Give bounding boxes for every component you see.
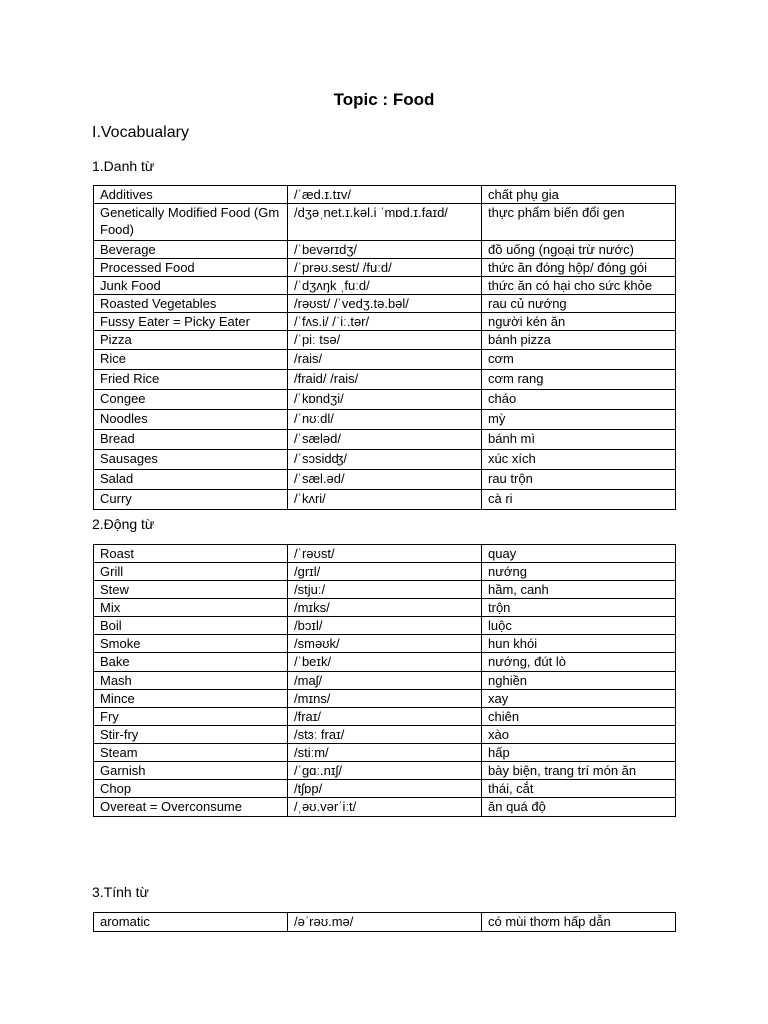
cell-ipa: /rəʊst/ /ˈvedʒ.tə.bəl/ (288, 295, 482, 313)
cell-meaning: bánh mì (482, 430, 676, 450)
cell-word: Processed Food (94, 259, 288, 277)
cell-meaning: thức ăn có hại cho sức khỏe (482, 277, 676, 295)
cell-ipa: /stjuː/ (288, 581, 482, 599)
cell-word: Mix (94, 599, 288, 617)
nouns-table (93, 185, 676, 510)
cell-ipa: /sməʊk/ (288, 635, 482, 653)
cell-ipa: /ˈdʒʌŋk ˌfuːd/ (288, 277, 482, 295)
cell-meaning: luộc (482, 617, 676, 635)
table-row (94, 726, 676, 744)
table-row (94, 370, 676, 390)
cell-ipa: /ˈsæl.əd/ (288, 470, 482, 490)
cell-meaning: thức ăn đóng hộp/ đóng gói (482, 259, 676, 277)
cell-meaning: nghiền (482, 672, 676, 690)
cell-word: Rice (94, 350, 288, 370)
cell-word: Fussy Eater = Picky Eater (94, 313, 288, 331)
cell-word: Stir-fry (94, 726, 288, 744)
table-row (94, 653, 676, 672)
cell-ipa: /ˈɡɑː.nɪʃ/ (288, 762, 482, 780)
verbs-heading: 2.Động từ (92, 516, 155, 532)
cell-word: Mince (94, 690, 288, 708)
table-row (94, 913, 676, 932)
cell-word: Smoke (94, 635, 288, 653)
table-row (94, 581, 676, 599)
table-row (94, 390, 676, 410)
cell-word: Roast (94, 545, 288, 563)
cell-meaning: hun khói (482, 635, 676, 653)
table-row (94, 599, 676, 617)
cell-word: Genetically Modified Food (Gm Food) (94, 204, 288, 241)
adjectives-heading: 3.Tính từ (92, 884, 149, 900)
table-row (94, 563, 676, 581)
cell-ipa: /rais/ (288, 350, 482, 370)
cell-word: Garnish (94, 762, 288, 780)
cell-ipa: /fraid/ /rais/ (288, 370, 482, 390)
cell-ipa: /əˈrəʊ.mə/ (288, 913, 482, 932)
cell-ipa: /maʃ/ (288, 672, 482, 690)
table-row (94, 798, 676, 817)
cell-ipa: /stɜː fraɪ/ (288, 726, 482, 744)
cell-word: Noodles (94, 410, 288, 430)
cell-word: Bake (94, 653, 288, 672)
cell-meaning: người kén ăn (482, 313, 676, 331)
cell-meaning: cà ri (482, 490, 676, 510)
table-row (94, 672, 676, 690)
cell-word: Curry (94, 490, 288, 510)
cell-meaning: nướng, đút lò (482, 653, 676, 672)
table-row (94, 350, 676, 370)
cell-word: Congee (94, 390, 288, 410)
cell-meaning: xào (482, 726, 676, 744)
cell-meaning: bánh pizza (482, 331, 676, 350)
cell-word: Fried Rice (94, 370, 288, 390)
section-heading-vocabulary: I.Vocabualary (92, 124, 189, 141)
cell-word: Overeat = Overconsume (94, 798, 288, 817)
cell-meaning: cháo (482, 390, 676, 410)
cell-word: Salad (94, 470, 288, 490)
cell-ipa: /ˈbeɪk/ (288, 653, 482, 672)
cell-ipa: /ˈsæləd/ (288, 430, 482, 450)
table-row (94, 313, 676, 331)
table-row (94, 259, 676, 277)
cell-ipa: /dʒəˌnet.ɪ.kəl.i ˈmɒd.ɪ.faɪd/ (288, 204, 482, 241)
cell-ipa: /bɔɪl/ (288, 617, 482, 635)
nouns-heading: 1.Danh từ (92, 158, 155, 174)
cell-ipa: /stiːm/ (288, 744, 482, 762)
cell-word: Chop (94, 780, 288, 798)
cell-meaning: chiên (482, 708, 676, 726)
cell-meaning: hầm, canh (482, 581, 676, 599)
cell-word: Boil (94, 617, 288, 635)
cell-word: Steam (94, 744, 288, 762)
cell-meaning: quay (482, 545, 676, 563)
cell-meaning: chất phụ gia (482, 186, 676, 204)
cell-ipa: /mɪks/ (288, 599, 482, 617)
adjectives-table (93, 912, 676, 932)
cell-ipa: /ˈæd.ɪ.tɪv/ (288, 186, 482, 204)
table-row (94, 295, 676, 313)
cell-word: Beverage (94, 241, 288, 259)
page-title: Topic : Food (333, 90, 435, 109)
cell-ipa: /ˈfʌs.i/ /ˈiː.tər/ (288, 313, 482, 331)
cell-word: aromatic (94, 913, 288, 932)
cell-meaning: cơm (482, 350, 676, 370)
cell-word: Bread (94, 430, 288, 450)
table-row (94, 490, 676, 510)
cell-meaning: bày biện, trang trí món ăn (482, 762, 676, 780)
table-row (94, 635, 676, 653)
cell-meaning: mỳ (482, 410, 676, 430)
cell-meaning: thực phẩm biến đổi gen (482, 204, 676, 241)
cell-word: Fry (94, 708, 288, 726)
cell-ipa: /fraɪ/ (288, 708, 482, 726)
table-row (94, 450, 676, 470)
cell-word: Roasted Vegetables (94, 295, 288, 313)
cell-meaning: thái, cắt (482, 780, 676, 798)
cell-ipa: /ˈbevərɪdʒ/ (288, 241, 482, 259)
cell-word: Sausages (94, 450, 288, 470)
cell-ipa: /ˈsɔsidʤ/ (288, 450, 482, 470)
cell-word: Mash (94, 672, 288, 690)
cell-ipa: /tʃɒp/ (288, 780, 482, 798)
cell-meaning: trộn (482, 599, 676, 617)
cell-ipa: /ˌəʊ.vərˈiːt/ (288, 798, 482, 817)
cell-meaning: cơm rang (482, 370, 676, 390)
table-row (94, 331, 676, 350)
cell-ipa: /ˈkʌri/ (288, 490, 482, 510)
cell-ipa: /mɪns/ (288, 690, 482, 708)
table-row (94, 186, 676, 204)
table-row (94, 762, 676, 780)
cell-word: Grill (94, 563, 288, 581)
cell-word: Pizza (94, 331, 288, 350)
cell-meaning: có mùi thơm hấp dẫn (482, 913, 676, 932)
table-row (94, 430, 676, 450)
cell-ipa: /ˈkɒndʒi/ (288, 390, 482, 410)
table-row (94, 690, 676, 708)
table-row (94, 277, 676, 295)
cell-ipa: /ˈrəʊst/ (288, 545, 482, 563)
table-row (94, 410, 676, 430)
table-row (94, 744, 676, 762)
cell-meaning: hấp (482, 744, 676, 762)
table-row (94, 780, 676, 798)
table-row (94, 708, 676, 726)
table-row (94, 617, 676, 635)
cell-ipa: /ɡrɪl/ (288, 563, 482, 581)
table-row (94, 470, 676, 490)
cell-meaning: xúc xích (482, 450, 676, 470)
cell-meaning: rau củ nướng (482, 295, 676, 313)
cell-word: Stew (94, 581, 288, 599)
cell-ipa: /ˈprəʊ.sest/ /fuːd/ (288, 259, 482, 277)
cell-meaning: đồ uống (ngoại trừ nước) (482, 241, 676, 259)
cell-meaning: rau trộn (482, 470, 676, 490)
cell-ipa: /ˈnʊːdl/ (288, 410, 482, 430)
cell-ipa: /ˈpiː tsə/ (288, 331, 482, 350)
cell-word: Junk Food (94, 277, 288, 295)
cell-meaning: nướng (482, 563, 676, 581)
table-row (94, 204, 676, 241)
verbs-table (93, 544, 676, 817)
table-row (94, 241, 676, 259)
cell-meaning: xay (482, 690, 676, 708)
table-row (94, 545, 676, 563)
cell-meaning: ăn quá độ (482, 798, 676, 817)
cell-word: Additives (94, 186, 288, 204)
